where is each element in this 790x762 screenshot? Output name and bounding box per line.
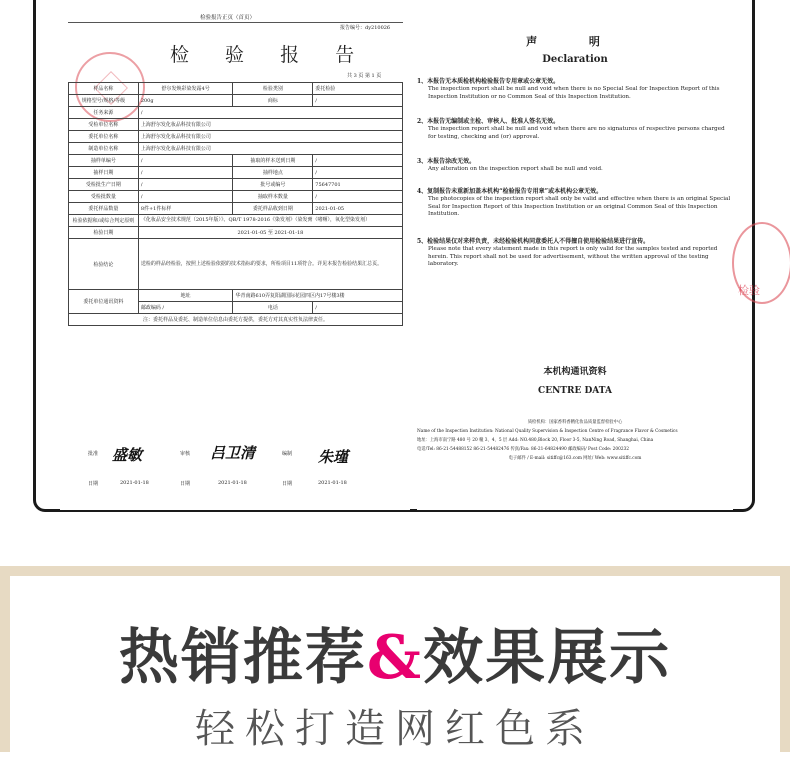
declaration-item: 4、复制报告未重新加盖本机构“检验报告专用章”或本机构公章无效。 The photocopies of the inspection report shall only be valid and effective when there is an original Special Seal for Inspection Report of this Inspection Institution or an original Common Seal of this Inspection Institution.	[417, 188, 731, 218]
centre-line: 地址：上海市南宁路 480 号 20 幢 3、4、5 层 Add: NO.480,Block 20, Floor 3-5, NanNing Road, Shanghai, China	[417, 438, 654, 443]
declaration-item: 5、检验结果仅对来样负责，未经检验机构同意委托人不得擅自使用检验结果进行宣传。 Please note that every statement made in this report is only valid for the samples tested and reported herein. This report shall not be used for advertisement, without the written approval of the testing laboratory.	[417, 238, 718, 268]
report-table	[68, 82, 403, 326]
centre-line: Name of the Inspection Institution: National Quality Supervision & Inspection Centre of Fragrance Flavor & Cosmetics	[417, 429, 678, 434]
table-row: 样品名称 舒尔发焕彩染发霜4号 检验类别 委托检验	[69, 83, 403, 95]
page-count: 共 3 页 第 1 页	[347, 73, 382, 79]
table-row: 检验依据和/或综合判定原则 《化妆品安全技术规范（2015年版）》、QB/T 1978-2016《染发剂》（染发膏（啫喱），氧化型染发剂）	[69, 215, 403, 227]
centre-title-en: CENTRE DATA	[538, 386, 612, 396]
approve-date: 2021-01-18	[120, 480, 149, 486]
table-row: 受检批生产日期 / 批号或编号 75647701	[69, 179, 403, 191]
table-row: 委托样品数量 8件+1件标样 委托样品收到日期 2021-01-05	[69, 203, 403, 215]
report-page-left	[60, 0, 410, 510]
table-row: 委托单位名称 上海舒尔发化妆品科技有限公司	[69, 131, 403, 143]
header-divider	[68, 22, 403, 23]
approve-signature: 盛敏	[112, 446, 143, 464]
approve-date-label: 日期	[88, 481, 99, 487]
declaration-page	[417, 0, 733, 510]
table-row: 检验日期 2021-01-05 至 2021-01-18	[69, 227, 403, 239]
table-row: 抽样日期 / 抽样地点 /	[69, 167, 403, 179]
declaration-title-en: Declaration	[542, 54, 608, 65]
declaration-item: 2、本报告无编制或主检、审核人、批准人签名无效。 The inspection report shall be null and void when there are no signatures of respective persons charged for testing, checking and (or) approval.	[417, 118, 725, 140]
centre-line: 电话/Tel: 86-21-54488152 86-21-54482476 传真/Fax: 86-21-64824490 邮政编码/ Post Code: 200232	[417, 447, 630, 452]
promo-subline: 轻松打造网红色系	[195, 706, 595, 752]
table-row: 注：委托样品及委托、制造单位信息由委托方提供，委托方对其真实性负法律责任。	[69, 314, 403, 326]
review-signature: 吕卫清	[210, 444, 256, 462]
table-row: 抽样单编号 / 抽取的样本送到日期 /	[69, 155, 403, 167]
report-title: 检 验 报 告	[170, 44, 370, 66]
report-number: 报告编号：dy210026	[340, 25, 391, 31]
table-row: 邮政编码 / 电话 /	[69, 302, 403, 314]
centre-title-cn: 本机构通讯资料	[543, 367, 607, 377]
table-row: 受检单位名称 上海舒尔发化妆品科技有限公司	[69, 119, 403, 131]
edit-signature: 朱瑾	[318, 448, 349, 466]
ampersand: &	[366, 623, 424, 693]
review-label: 审核	[180, 451, 191, 457]
table-row: 规格型号/规格/等级 200g 商标 /	[69, 95, 403, 107]
approve-label: 批准	[88, 451, 99, 457]
table-row: 制造单位名称 上海舒尔发化妆品科技有限公司	[69, 143, 403, 155]
table-row: 任务来源 /	[69, 107, 403, 119]
table-row: 检验结论 送检的样品经检验，按照上述检验依据的技术指标的要求，所检项目11项符合。详见本报告检验结果汇总页。	[69, 239, 403, 290]
centre-line: 质检机构：国家香料香精化妆品质量监督检验中心	[527, 420, 623, 425]
promo-headline: 热销推荐&效果展示	[118, 623, 672, 693]
review-date-label: 日期	[180, 481, 191, 487]
table-row: 受检批数量 / 抽取样本数量 /	[69, 191, 403, 203]
side-seal-text: 检验	[738, 284, 760, 297]
declaration-title-cn: 声 明	[526, 35, 624, 48]
declaration-item: 3、本报告涂改无效。 Any alteration on the inspection report shall be null and void.	[417, 158, 603, 172]
edit-date: 2021-01-18	[318, 480, 347, 486]
declaration-item: 1、本报告无本质检机构检验报告专用章或公章无效。 The inspection report shall be null and void when there is no Special Seal for Inspection Report of this Inspection Institution or no Common Seal of this Inspection Institution.	[417, 78, 720, 100]
review-date: 2021-01-18	[218, 480, 247, 486]
edit-date-label: 日期	[282, 481, 293, 487]
table-row: 委托单位通讯资料 地址 华青南路610弄复阳湖国际花园四区内17号楼3楼	[69, 290, 403, 302]
edit-label: 编制	[282, 451, 293, 457]
centre-line: 电子邮件 / E-mail: sitiffc@163.com 网址/ Web: www.sitiffc.com	[508, 456, 642, 461]
report-header: 检验报告正页（首页）	[200, 15, 256, 21]
